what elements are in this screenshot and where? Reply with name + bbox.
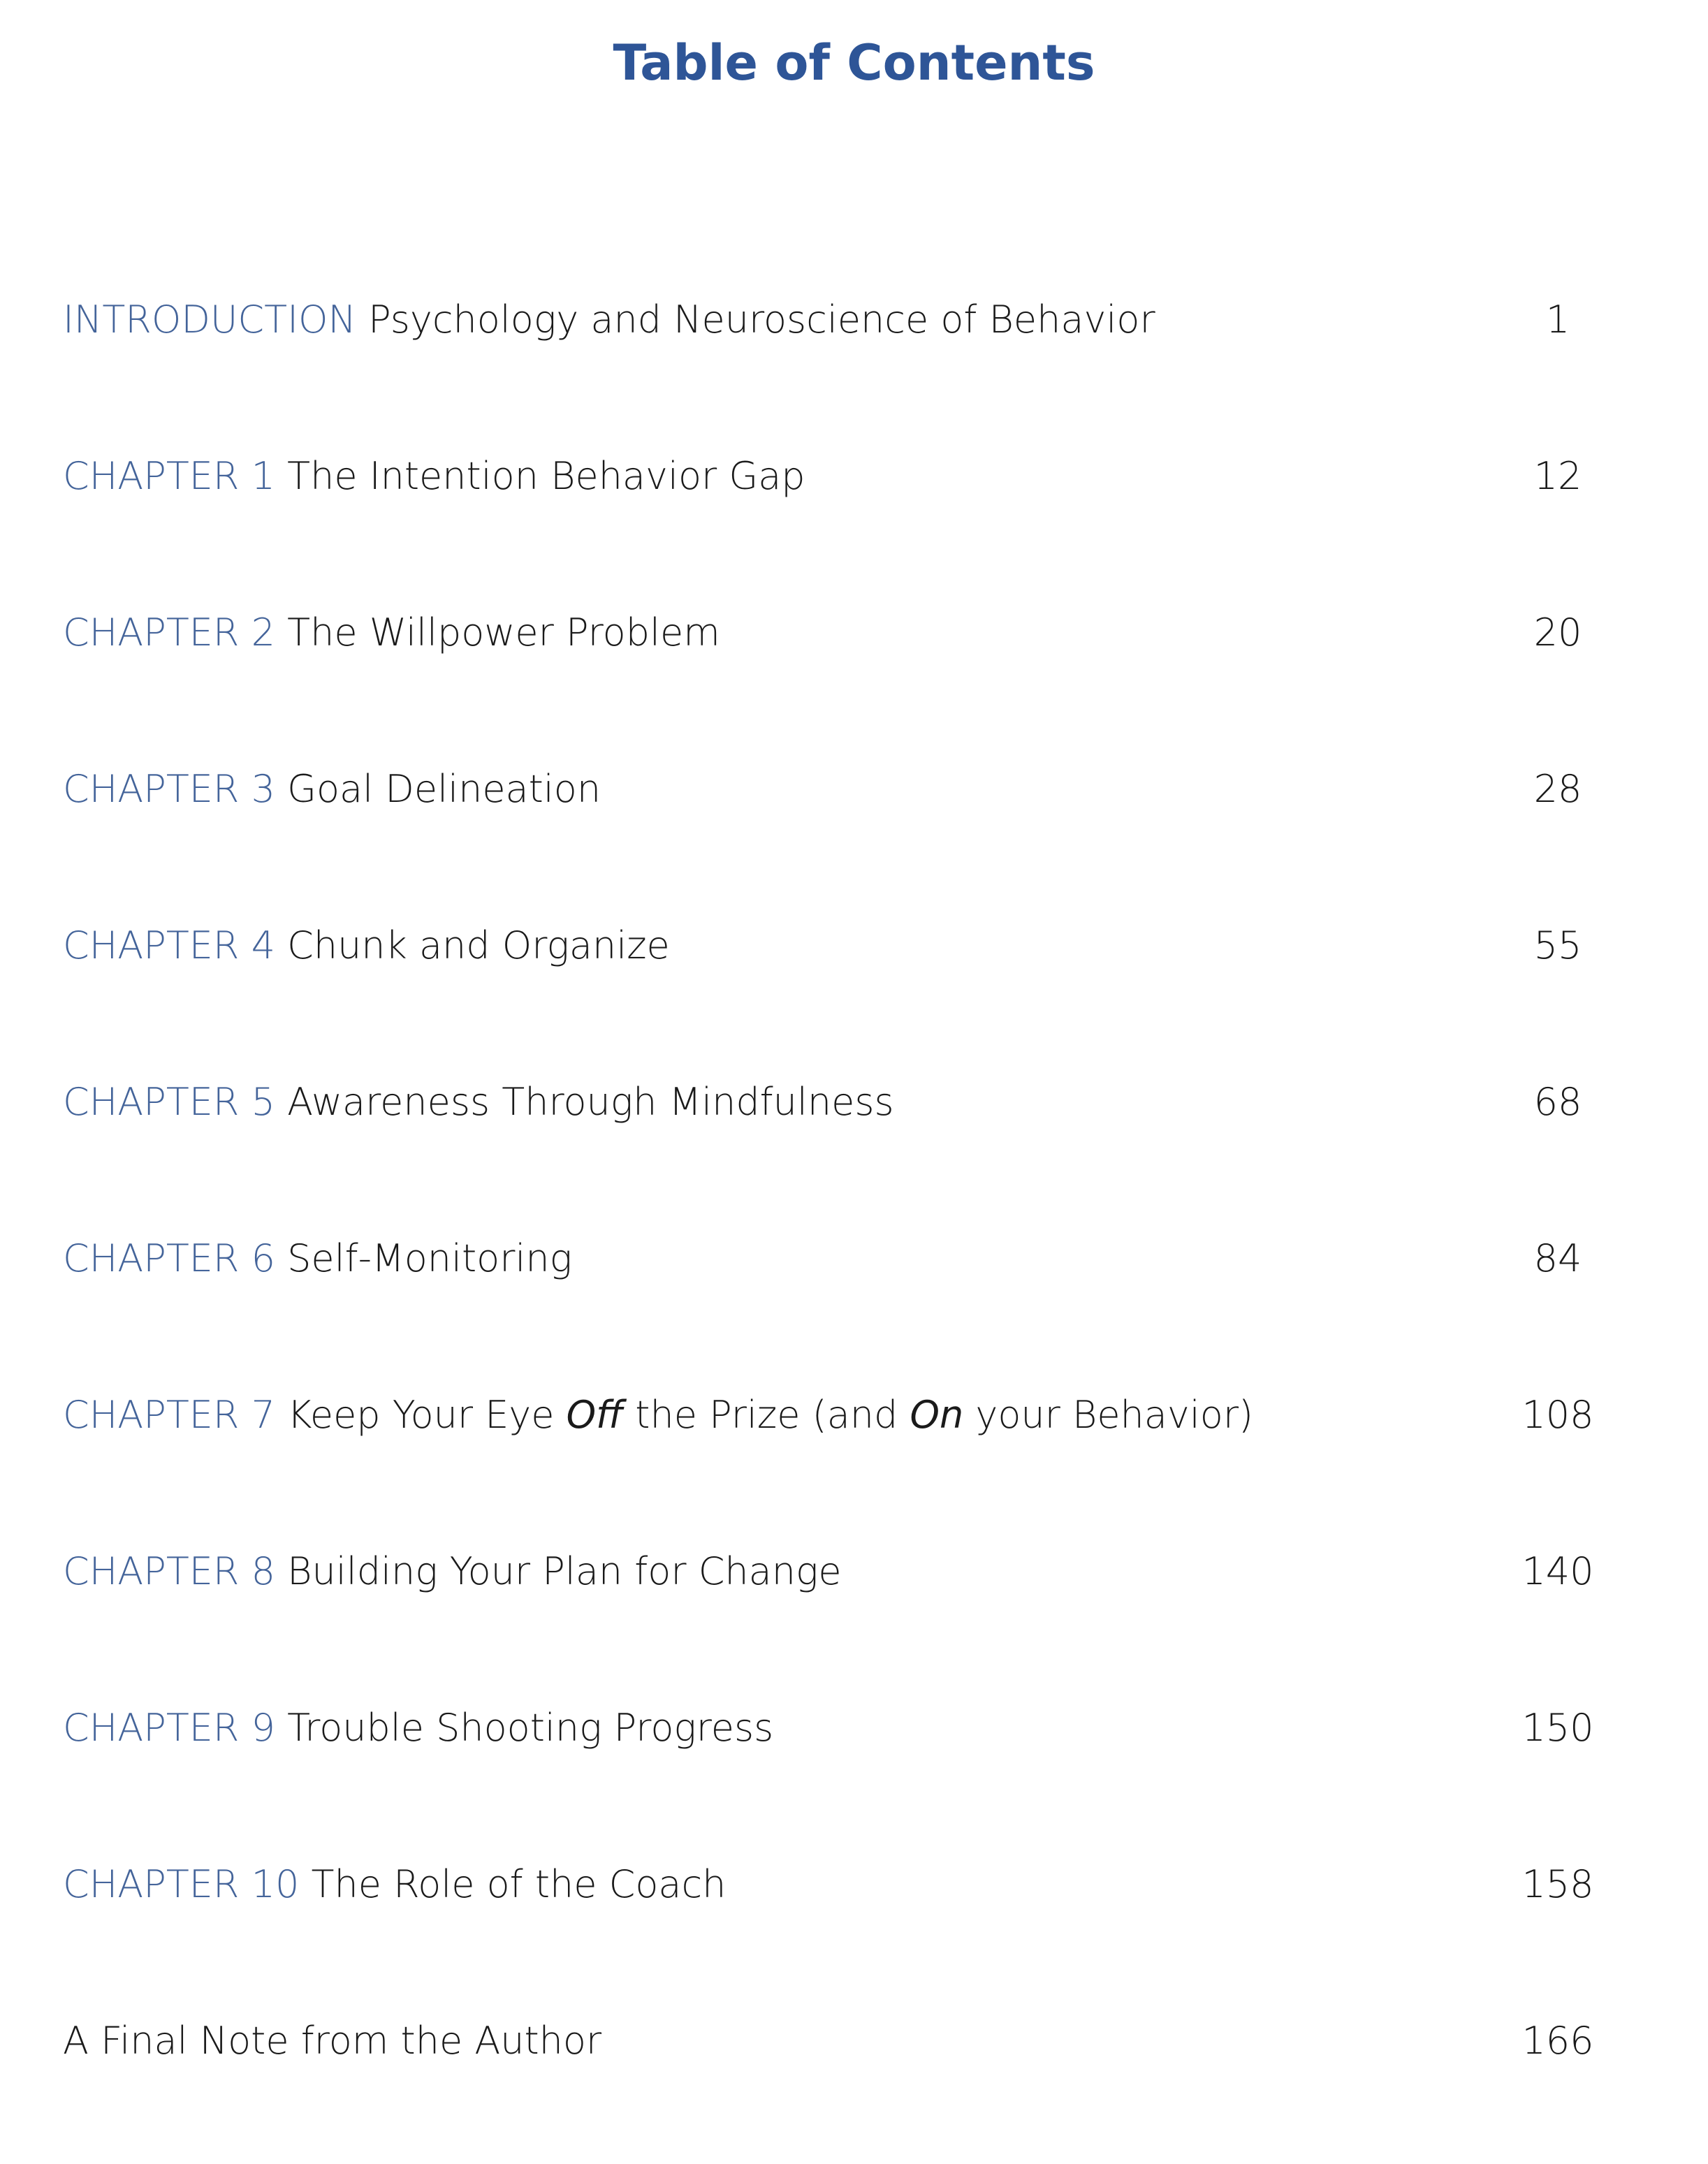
toc-entry-chapter-1[interactable] [63, 443, 1670, 599]
toc-entry-chapter-6[interactable] [63, 1225, 1670, 1382]
toc-entry-text [63, 1538, 842, 1605]
toc-entry-text [63, 912, 670, 979]
toc-entry-label: CHAPTER 2 [63, 611, 275, 655]
toc-entry-title: Building Your Plan for Change [287, 1549, 842, 1593]
toc-entry-title-italic-1: Off [566, 1393, 624, 1437]
toc-entry-chapter-3[interactable] [63, 756, 1670, 912]
toc-entry-title-part-1: Keep Your Eye [287, 1393, 567, 1437]
toc-page-number: 28 [1533, 767, 1582, 811]
toc-entry-label: CHAPTER 5 [63, 1080, 275, 1124]
toc-entry-text [63, 1069, 894, 1136]
toc-page-number: 150 [1521, 1706, 1594, 1750]
toc-entry-text [63, 756, 601, 823]
toc-entry-text [63, 1225, 572, 1292]
toc-entry-introduction[interactable] [63, 286, 1670, 443]
toc-page-number: 140 [1521, 1549, 1594, 1593]
toc-entry-final-note[interactable] [63, 2008, 1670, 2164]
toc-entry-title: Awareness Through Mindfulness [287, 1080, 894, 1124]
toc-entry-title: The Role of the Coach [311, 1862, 727, 1906]
toc-entry-title: A Final Note from the Author [63, 2019, 602, 2063]
toc-entry-label: CHAPTER 8 [63, 1549, 275, 1593]
toc-entry-chapter-5[interactable] [63, 1069, 1670, 1225]
toc-entry-chapter-4[interactable] [63, 912, 1670, 1069]
toc-entry-text [63, 286, 1155, 353]
toc-entry-text [63, 2008, 601, 2075]
toc-entry-title-italic-2: On [910, 1393, 964, 1437]
toc-entry-label: INTRODUCTION [63, 298, 356, 342]
toc-entry-title: Goal Delineation [287, 767, 601, 811]
toc-entry-label: CHAPTER 7 [63, 1393, 275, 1437]
toc-entry-title-part-3: your Behavior) [963, 1393, 1254, 1437]
toc-entry-chapter-7[interactable] [63, 1382, 1670, 1538]
toc-entry-label: CHAPTER 9 [63, 1706, 275, 1750]
toc-entry-text [63, 1382, 1253, 1449]
toc-entry-title: Trouble Shooting Progress [287, 1706, 774, 1750]
table-of-contents [63, 286, 1670, 2164]
toc-entry-label: CHAPTER 10 [63, 1862, 300, 1906]
toc-page-number: 12 [1533, 454, 1582, 498]
toc-entry-chapter-9[interactable] [63, 1695, 1670, 1851]
toc-page-number: 108 [1521, 1393, 1594, 1437]
toc-page-number: 20 [1533, 611, 1582, 655]
toc-entry-text [63, 443, 805, 510]
toc-entry-title: The Intention Behavior Gap [287, 454, 805, 498]
page-title: Table of Contents [613, 34, 1095, 92]
toc-page-number: 166 [1521, 2019, 1594, 2063]
toc-entry-title: Chunk and Organize [287, 923, 670, 967]
toc-entry-text [63, 1695, 773, 1762]
toc-page-number: 1 [1545, 298, 1570, 342]
toc-entry-label: CHAPTER 3 [63, 767, 275, 811]
toc-entry-chapter-10[interactable] [63, 1851, 1670, 2008]
toc-entry-title: The Willpower Problem [287, 611, 720, 655]
toc-entry-label: CHAPTER 6 [63, 1236, 275, 1280]
toc-entry-title: Self-Monitoring [287, 1236, 573, 1280]
toc-page-number: 68 [1533, 1080, 1582, 1124]
toc-entry-label: CHAPTER 1 [63, 454, 275, 498]
toc-entry-text [63, 1851, 726, 1918]
toc-page-number: 84 [1533, 1236, 1582, 1280]
toc-entry-title: Psychology and Neuroscience of Behavior [368, 298, 1155, 342]
toc-entry-chapter-8[interactable] [63, 1538, 1670, 1695]
toc-page-number: 158 [1521, 1862, 1594, 1906]
toc-entry-text [63, 599, 720, 666]
toc-entry-chapter-2[interactable] [63, 599, 1670, 756]
toc-entry-title-part-2: the Prize (and [623, 1393, 910, 1437]
toc-page-number: 55 [1533, 923, 1582, 967]
toc-entry-label: CHAPTER 4 [63, 923, 275, 967]
